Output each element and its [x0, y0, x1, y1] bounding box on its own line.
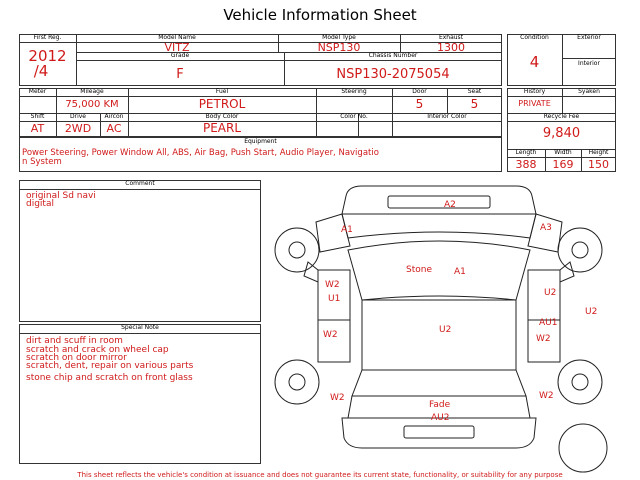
- aircon-value: AC: [106, 122, 122, 135]
- special-note-line-3: scratch on door mirror: [26, 353, 127, 363]
- height-label: Height: [588, 149, 609, 156]
- wheel-front-right: [558, 228, 602, 272]
- first-reg-year: 2012: [28, 47, 67, 65]
- wheel-rear-left: [275, 360, 319, 404]
- recycle-fee-value: 9,840: [542, 126, 581, 141]
- chassis-label: Chassis Number: [368, 52, 418, 59]
- special-note-line-2: scratch and crack on wheel cap: [26, 345, 169, 355]
- mark-right-front-u2: U2: [544, 288, 557, 298]
- wheel-rear-right: [558, 360, 602, 404]
- mark-right-rear-au1: AU1: [539, 318, 558, 328]
- page-title: Vehicle Information Sheet: [223, 6, 417, 24]
- exhaust-label: Exhaust: [438, 34, 464, 41]
- special-note-line-6: stone chip and scratch on front glass: [26, 373, 193, 383]
- model-type-label: Model Type: [322, 34, 356, 41]
- color-no-label: Color No.: [340, 113, 368, 120]
- comment-label: Comment: [125, 180, 155, 187]
- exterior-label: Exterior: [577, 34, 601, 41]
- front-right-fender: [528, 214, 562, 252]
- mark-left-front-u1: U1: [328, 294, 341, 304]
- comment-box: [19, 180, 261, 322]
- wheel-hub-fl: [289, 242, 305, 258]
- left-mirror: [304, 262, 318, 282]
- equipment-line-1: Power Steering, Power Window All, ABS, Air Bag, Push Start, Audio Player, Navigatio: [22, 148, 379, 158]
- body-color-label: Body Color: [205, 113, 239, 120]
- meter-label: Meter: [28, 88, 47, 95]
- wheel-hub-rr: [572, 374, 588, 390]
- condition-grade: 4: [529, 53, 540, 71]
- roof-outline: [362, 300, 516, 370]
- right-mirror: [560, 262, 574, 282]
- mark-roof-u2: U2: [439, 325, 452, 335]
- length-label: Length: [515, 149, 537, 156]
- model-name: VITZ: [164, 41, 190, 54]
- mileage-label: Mileage: [80, 88, 104, 95]
- interior-label: Interior: [578, 60, 600, 67]
- wheel-hub-rl: [289, 374, 305, 390]
- front-bumper-outline: [342, 186, 536, 214]
- seat-label: Seat: [467, 88, 482, 95]
- mark-windshield-a1: A1: [454, 267, 466, 277]
- syaken-label: Syaken: [578, 88, 600, 95]
- interior-color-label: Interior Color: [427, 113, 467, 120]
- recycle-fee-label: Recycle Fee: [543, 113, 580, 120]
- rear-plate-outline: [404, 426, 474, 438]
- height-value: 150: [588, 158, 609, 171]
- mark-right-rear-w2: W2: [536, 334, 551, 344]
- width-value: 169: [552, 158, 574, 171]
- special-note-line-4: scratch, dent, repair on various parts: [26, 361, 194, 371]
- mark-left-quarter-w2: W2: [330, 393, 345, 403]
- drive-label: Drive: [70, 113, 86, 120]
- mark-right-quarter-w2: W2: [539, 391, 554, 401]
- drive-value: 2WD: [64, 122, 92, 135]
- shift-value: AT: [30, 122, 45, 135]
- mark-windshield-stone: Stone: [406, 265, 432, 275]
- seat-value: 5: [470, 97, 479, 111]
- aircon-label: Aircon: [104, 113, 124, 120]
- mark-rear-hatch-fade: Fade: [429, 400, 451, 410]
- rear-window-outline: [352, 370, 526, 396]
- condition-label: Condition: [520, 34, 549, 41]
- comment-line-1: original Sd navi: [26, 191, 96, 201]
- history-value: PRIVATE: [518, 99, 551, 108]
- special-note-label: Special Note: [121, 324, 159, 331]
- fuel-label: Fuel: [215, 88, 229, 95]
- mileage-value: 75,000 KM: [65, 99, 119, 110]
- door-value: 5: [415, 97, 424, 111]
- model-name-label: Model Name: [158, 34, 196, 41]
- special-note-line-1: dirt and scuff in room: [26, 336, 123, 346]
- fuel-value: PETROL: [198, 97, 246, 111]
- first-reg-month: /4: [33, 62, 49, 80]
- comment-line-2: digital: [26, 199, 54, 209]
- windshield-outline: [348, 241, 530, 300]
- steering-label: Steering: [341, 88, 367, 95]
- mark-left-front-w2: W2: [325, 280, 340, 290]
- hood-outline: [342, 214, 536, 238]
- length-value: 388: [515, 158, 537, 171]
- mark-right-edge-u2: U2: [585, 307, 598, 317]
- shift-label: Shift: [30, 113, 45, 120]
- door-label: Door: [412, 88, 427, 95]
- left-rear-door: [318, 320, 350, 362]
- footer-disclaimer: This sheet reflects the vehicle's condition at issuance and does not guarantee its current state, functionality, or suitability for any purpose: [77, 471, 563, 479]
- first-reg-label: First Reg.: [33, 34, 62, 41]
- equipment-line-2: n System: [22, 157, 62, 167]
- grade-value: F: [176, 67, 184, 82]
- width-label: Width: [554, 149, 572, 156]
- mark-rear-bumper-au2: AU2: [431, 413, 450, 423]
- wheel-hub-fr: [572, 242, 588, 258]
- mark-front-left: A1: [341, 225, 353, 235]
- grade-label: Grade: [170, 52, 190, 59]
- history-label: History: [523, 88, 546, 95]
- exhaust-value: 1300: [437, 41, 465, 54]
- model-type: NSP130: [317, 41, 361, 54]
- mark-front-right: A3: [540, 223, 552, 233]
- spare-wheel: [559, 424, 607, 472]
- chassis-number: NSP130-2075054: [336, 67, 450, 82]
- body-color-value: PEARL: [202, 121, 242, 135]
- front-grille: [388, 196, 490, 208]
- mark-left-rear-w2: W2: [323, 330, 338, 340]
- equipment-label: Equipment: [244, 138, 277, 145]
- mark-front-bumper: A2: [444, 200, 456, 210]
